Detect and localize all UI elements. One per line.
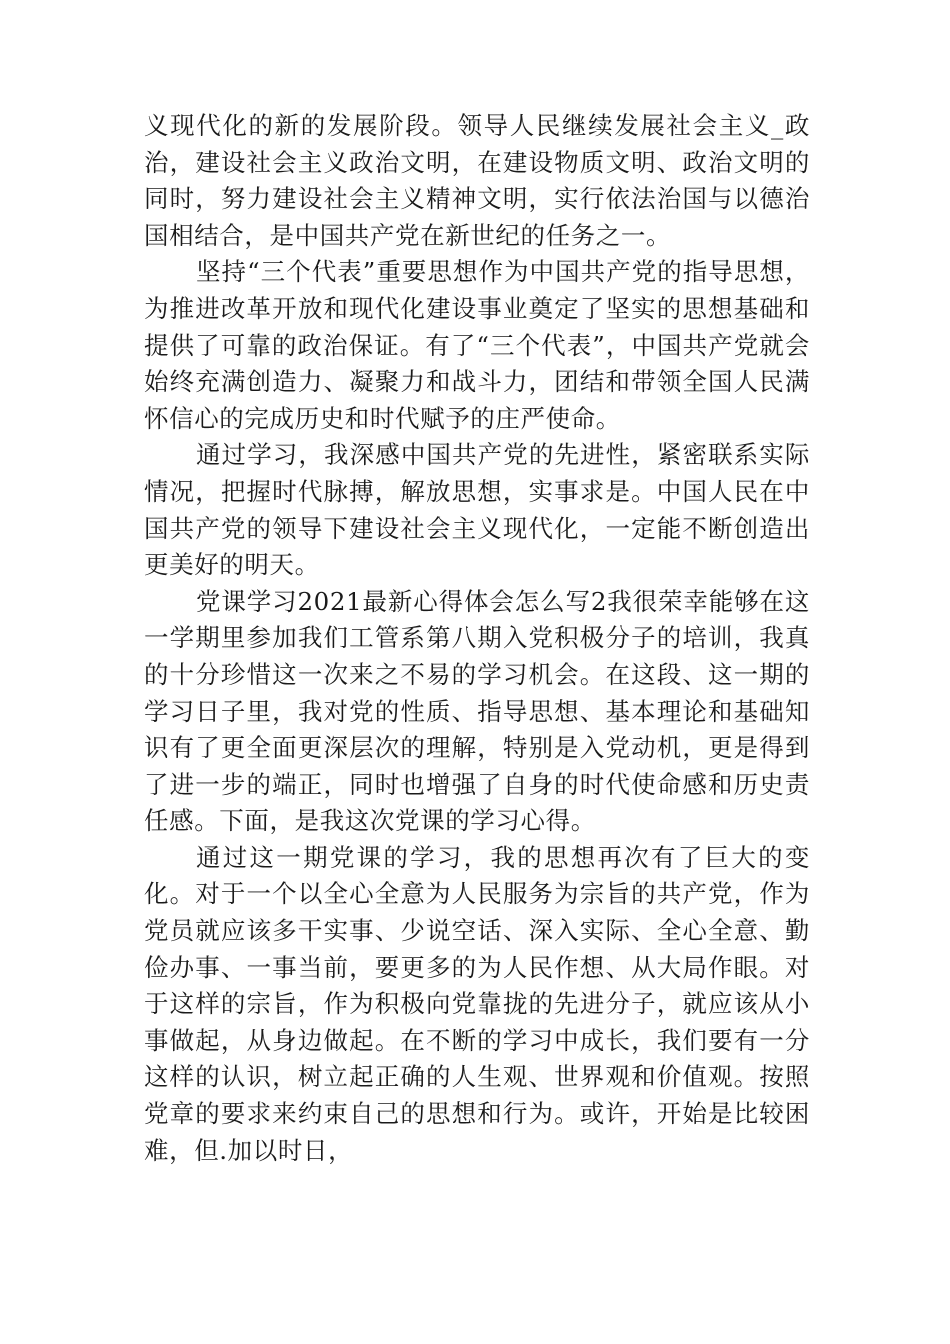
paragraph-three-represents: 坚持“三个代表”重要思想作为中国共产党的指导思想，为推进改革开放和现代化建设事业奠定了坚实的思想基础和提供了可靠的政治保证。有了“三个代表”，中国共产党就会始终充满创造力、凝聚力和战斗力，团结和带领全国人民满怀信心的完成历史和时代赋予的庄严使命。 — [144, 257, 810, 433]
paragraph-study-reflection: 通过学习，我深感中国共产党的先进性，紧密联系实际情况，把握时代脉搏，解放思想，实事求是。中国人民在中国共产党的领导下建设社会主义现代化，一定能不断创造出更美好的明天。 — [144, 440, 810, 580]
document-body — [144, 108, 810, 1169]
paragraph-continuation: 义现代化的新的发展阶段。领导人民继续发展社会主义_政治，建设社会主义政治文明，在建设物质文明、政治文明的同时，努力建设社会主义精神文明，实行依法治国与以德治国相结合，是中国共产党在新世纪的任务之一。 — [144, 111, 810, 250]
paragraph-thought-change: 通过这一期党课的学习，我的思想再次有了巨大的变化。对于一个以全心全意为人民服务为宗旨的共产党，作为党员就应该多干实事、少说空话、深入实际、全心全意、勤俭办事、一事当前，要更多的为人民作想、从大局作眼。对于这样的宗旨，作为积极向党靠拢的先进分子，就应该从小事做起，从身边做起。在不断的学习中成长，我们要有一分这样的认识，树立起正确的人生观、世界观和价值观。按照党章的要求来约束自己的思想和行为。或许，开始是比较困难，但.加以时日， — [144, 842, 810, 1165]
paragraph-party-course-intro: 党课学习2021最新心得体会怎么写2我很荣幸能够在这一学期里参加我们工管系第八期入党积极分子的培训，我真的十分珍惜这一次来之不易的学习机会。在这段、这一期的学习日子里，我对党的性质、指导思想、基本理论和基础知识有了更全面更深层次的理解，特别是入党动机，更是得到了进一步的端正，同时也增强了自身的时代使命感和历史责任感。下面，是我这次党课的学习心得。 — [144, 586, 810, 836]
